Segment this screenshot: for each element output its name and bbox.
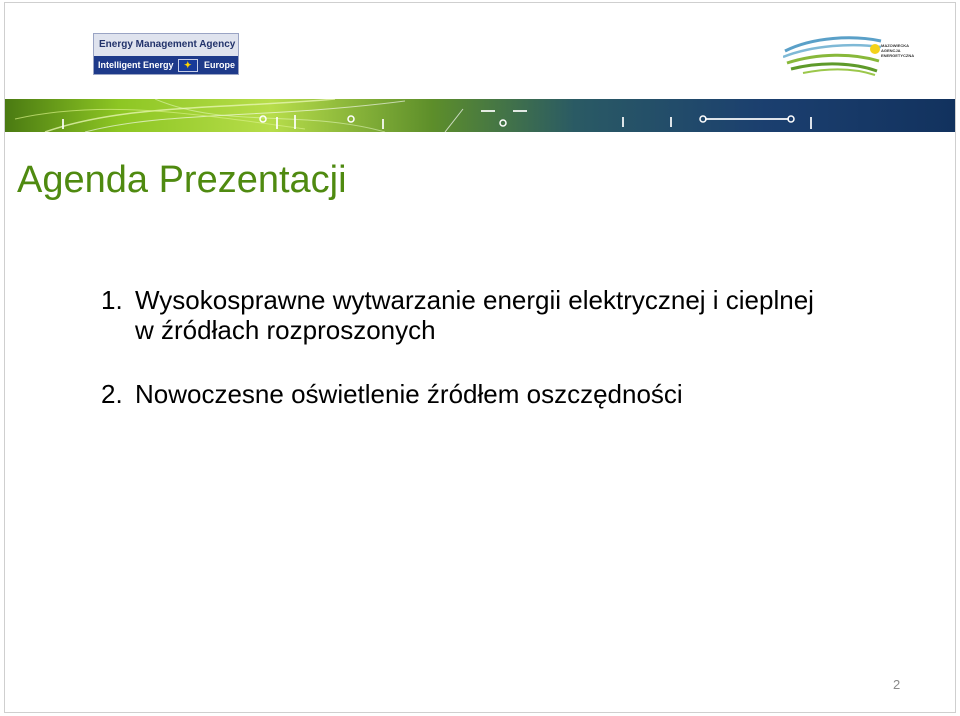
slide <box>4 2 956 713</box>
energy-management-agency-logo <box>93 33 239 75</box>
agenda-item-text: Nowoczesne oświetlenie źródłem oszczędności <box>135 379 683 409</box>
page-number: 2 <box>893 677 901 692</box>
agenda-item-number: 2. <box>101 379 123 409</box>
ema-logo-top: Energy Management Agency <box>94 34 238 56</box>
agenda-item <box>101 285 821 345</box>
eu-flag-icon: ✦ <box>178 59 198 72</box>
agenda-item-text: Wysokosprawne wytwarzanie energii elektrycznej i cieplnej w źródłach rozproszonych <box>135 285 814 345</box>
europe-label: Europe <box>204 60 236 70</box>
decorative-banner <box>5 99 955 132</box>
mazowiecka-agencja-logo <box>783 33 923 78</box>
intelligent-energy-label: Intelligent Energy <box>98 60 174 70</box>
agenda-item-number: 1. <box>101 285 123 315</box>
agenda-item <box>101 379 821 409</box>
agenda-list <box>101 285 821 443</box>
slide-title: Agenda Prezentacji <box>17 159 347 201</box>
mazowiecka-agencja-text: MAZOWIECKA AGENCJA ENERGETYCZNA <box>881 43 915 58</box>
ema-logo-bottom <box>94 56 238 74</box>
